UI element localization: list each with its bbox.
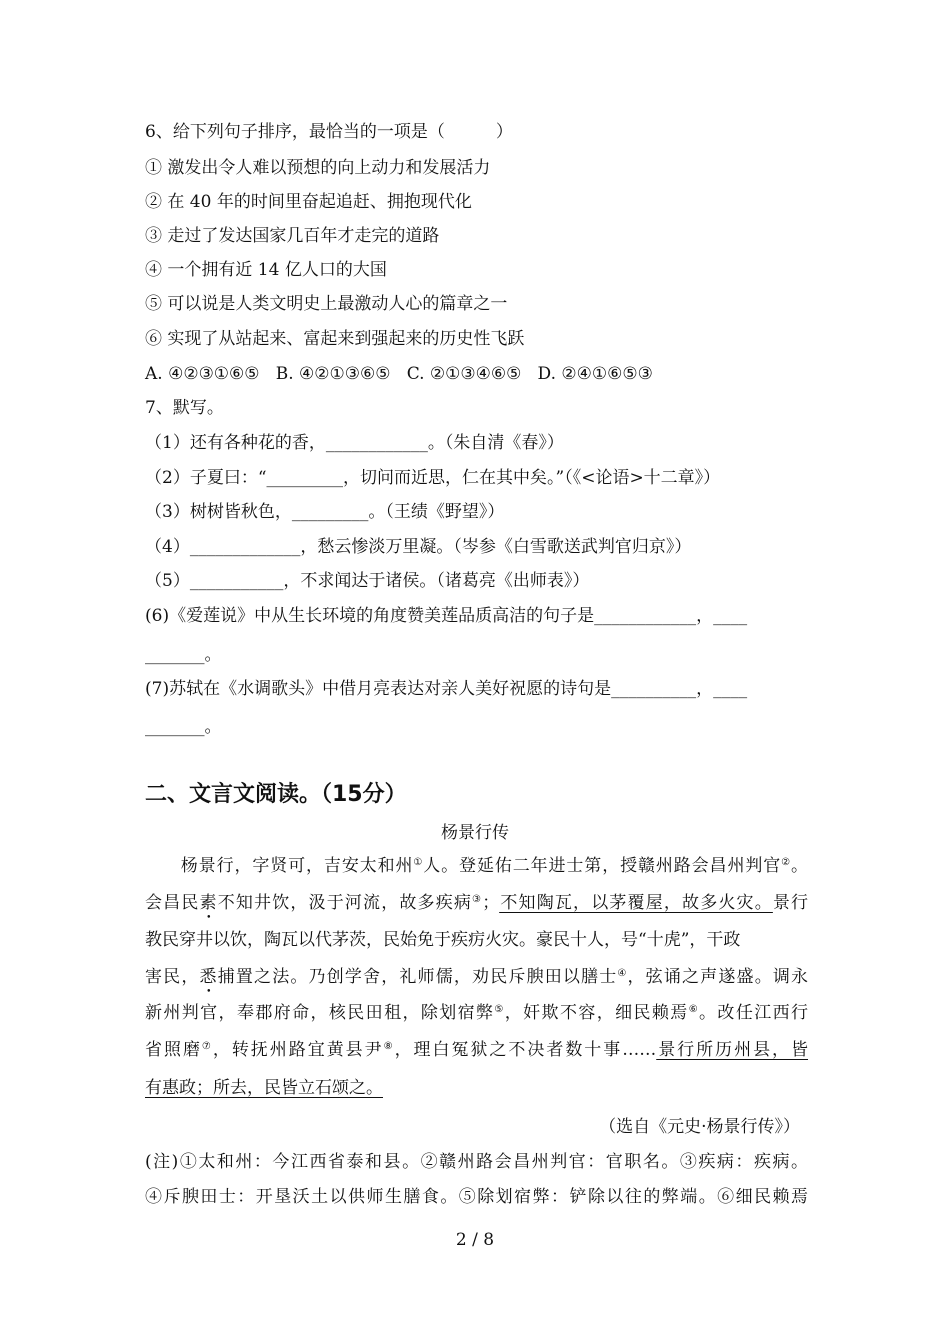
passage-text: 。改任江西行 xyxy=(699,1003,808,1023)
page-number: 2 / 8 xyxy=(455,1230,495,1250)
q6-item-4: ④ 一个拥有近 14 亿人口的大国 xyxy=(145,260,387,280)
passage-line xyxy=(145,1077,383,1099)
passage-text: 教民穿井以饮，陶瓦以代茅茨，民始免于疾疠火灾。豪民十人，号“十虎”，干政 xyxy=(145,930,741,950)
notes-line-2: ④斥腴田士：开垦沃土以供师生膳食。⑤除划宿弊：铲除以往的弊端。⑥细民赖焉 xyxy=(145,1187,808,1207)
underlined-sentence: 景行所历州县，皆 xyxy=(656,1040,809,1060)
passage-line xyxy=(145,966,808,997)
underlined-sentence: 有惠政；所去，民皆立石颂之。 xyxy=(145,1078,383,1098)
footnote-ref: ⑧ xyxy=(383,1041,395,1052)
q6-item-3: ③ 走过了发达国家几百年才走完的道路 xyxy=(145,226,440,246)
passage-line xyxy=(145,855,808,877)
q7-item-5: （5）___________，不求闻达于诸侯。（诸葛亮《出师表》） xyxy=(145,571,590,591)
footnote-ref: ⑦ xyxy=(201,1041,213,1052)
notes-line-1: (注)①太和州：今江西省泰和县。②赣州路会昌州判官：官职名。③疾病：疾病。 xyxy=(145,1152,808,1172)
passage-text: 新州判官，奉郡府命，核民田租，除划宿弊 xyxy=(145,1003,495,1023)
q6-item-5: ⑤ 可以说是人类文明史上最激动人心的篇章之一 xyxy=(145,294,508,314)
passage-text: 景行 xyxy=(772,893,809,913)
passage-text: 人。登延佑二年进士第，授赣州路会昌州判官 xyxy=(423,856,782,876)
q7-item-6-cont: _______。 xyxy=(145,645,222,665)
q7-item-7: (7)苏轼在《水调歌头》中借月亮表达对亲人美好祝愿的诗句是__________，____ xyxy=(145,679,748,699)
footnote-ref: ⑥ xyxy=(688,1004,700,1015)
passage-text: 害民， xyxy=(145,967,200,987)
footnote-ref: ④ xyxy=(617,968,628,979)
passage-text: 会昌民 xyxy=(145,893,200,913)
question-7-stem: 7、默写。 xyxy=(145,398,224,418)
passage-text: ，转抚州路宜黄县尹 xyxy=(212,1040,384,1060)
q7-item-6: (6)《爱莲说》中从生长环境的角度赞美莲品质高洁的句子是____________，____ xyxy=(145,606,748,626)
footnote-ref: ① xyxy=(413,857,424,868)
q7-item-2: （2）子夏曰：“_________，切问而近思，仁在其中矣。”（《<论语>十二章》） xyxy=(145,468,721,488)
passage-text: 不知井饮，汲于河流，故多疾病 xyxy=(217,893,473,913)
footnote-ref: ⑤ xyxy=(494,1004,505,1015)
passage-text: ，理白冤狱之不决者数十事…… xyxy=(394,1040,657,1060)
footnote-ref: ② xyxy=(781,857,791,868)
q6-options: A. ④②③①⑥⑤ B. ④②①③⑥⑤ C. ②①③④⑥⑤ D. ②④①⑥⑤③ xyxy=(145,364,653,384)
emphasized-char: 素 xyxy=(199,893,218,913)
underlined-sentence: 不知陶瓦，以茅覆屋，故多火灾。 xyxy=(499,893,773,913)
passage-title: 杨景行传 xyxy=(441,823,509,843)
q6-item-1: ① 激发出令人难以预想的向上动力和发展活力 xyxy=(145,158,491,178)
q7-item-4: （4）_____________，愁云惨淡万里凝。（岑参《白雪歌送武判官归京》） xyxy=(145,537,692,557)
passage-text: ，弦诵之声遂盛。调永 xyxy=(627,967,809,987)
emphasized-char: 悉 xyxy=(199,967,218,987)
question-6-stem: 6、给下列句子排序，最恰当的一项是（ ） xyxy=(145,122,513,142)
passage-text: 。 xyxy=(791,856,808,876)
passage-text: 杨景行，字贤可，吉安太和州 xyxy=(145,856,414,876)
q7-item-7-cont: _______。 xyxy=(145,717,222,737)
passage-line xyxy=(145,929,740,951)
passage-text: ； xyxy=(482,893,500,913)
passage-line xyxy=(145,1039,808,1061)
passage-line xyxy=(145,1002,808,1024)
section-heading: 二、文言文阅读。（15分） xyxy=(145,782,407,807)
passage-text: 省照磨 xyxy=(145,1040,202,1060)
q6-item-2: ② 在 40 年的时间里奋起追赶、拥抱现代化 xyxy=(145,192,472,212)
footnote-ref: ③ xyxy=(472,894,483,905)
passage-source: （选自《元史·杨景行传》） xyxy=(599,1117,800,1137)
passage-text: ，奸欺不容，细民赖焉 xyxy=(504,1003,689,1023)
passage-text: 捕置之法。乃创学舍，礼师儒，劝民斥腴田以膳士 xyxy=(217,967,618,987)
q6-item-6: ⑥ 实现了从站起来、富起来到强起来的历史性飞跃 xyxy=(145,329,525,349)
q7-item-3: （3）树树皆秋色，_________。（王绩《野望》） xyxy=(145,502,505,522)
passage-line xyxy=(145,892,808,923)
q7-item-1: （1）还有各种花的香，____________。（朱自清《春》） xyxy=(145,433,564,453)
